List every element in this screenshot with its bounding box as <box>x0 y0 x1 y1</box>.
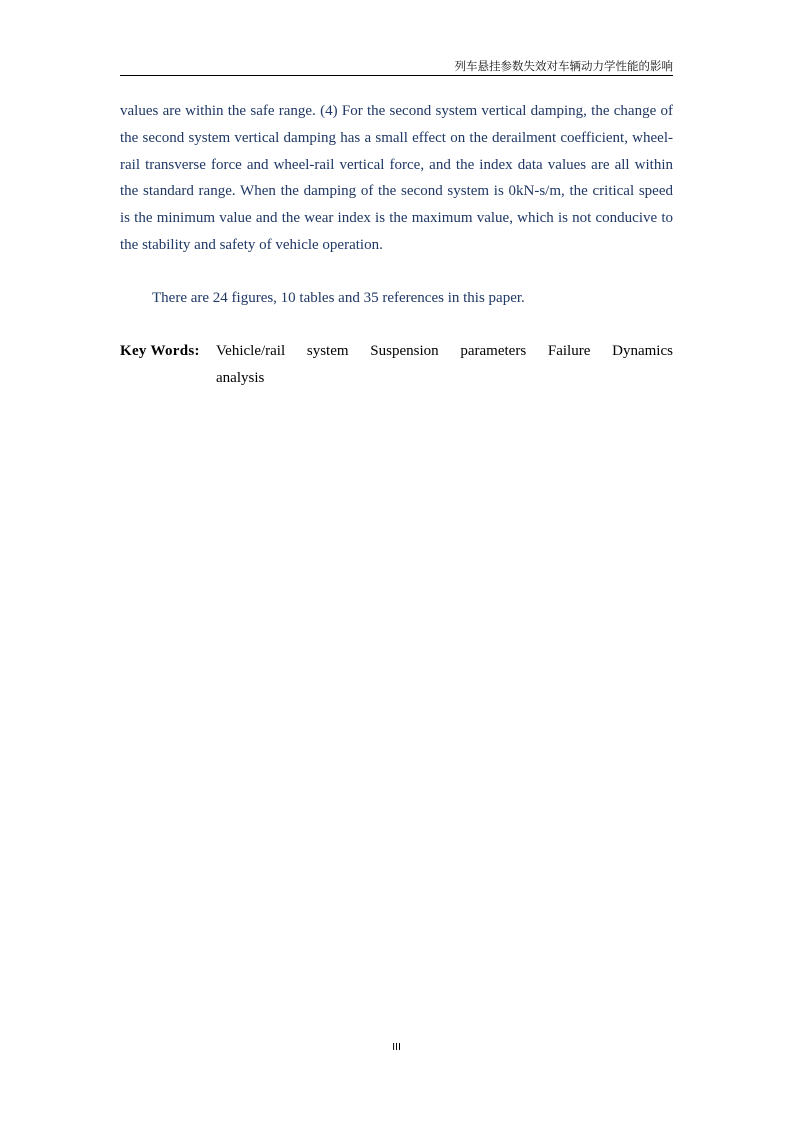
abstract-paragraph-continued: values are within the safe range. (4) For the second system vertical damping, the change of the second system vertical damping has a small effect on the derailment coefficient, wheel-rail transverse force and wheel-rail vertical force, and the index data values are all within the standard range. When the damping of the second system is 0kN-s/m, the critical speed is the minimum value and the wear index is the maximum value, which is not conducive to the stability and safety of vehicle operation. <box>120 103 673 253</box>
running-header-title: 列车悬挂参数失效对车辆动力学性能的影响 <box>454 59 673 73</box>
keywords-line-2: analysis <box>216 369 265 386</box>
running-header <box>120 58 673 76</box>
keyword-word: Suspension <box>370 343 439 359</box>
keyword-word: parameters <box>460 343 527 359</box>
keyword-word: system <box>306 343 349 359</box>
page-number: III <box>392 1042 401 1053</box>
keywords-label: Key Words: <box>120 343 200 359</box>
keywords-line-1 <box>216 338 673 365</box>
keyword-word: Failure <box>547 343 591 359</box>
keyword-word: Vehicle/rail <box>216 343 286 359</box>
abstract-statistics-paragraph: There are 24 figures, 10 tables and 35 references in this paper. <box>152 290 525 306</box>
keyword-word: Dynamics <box>612 343 673 359</box>
keywords-list <box>216 338 673 392</box>
